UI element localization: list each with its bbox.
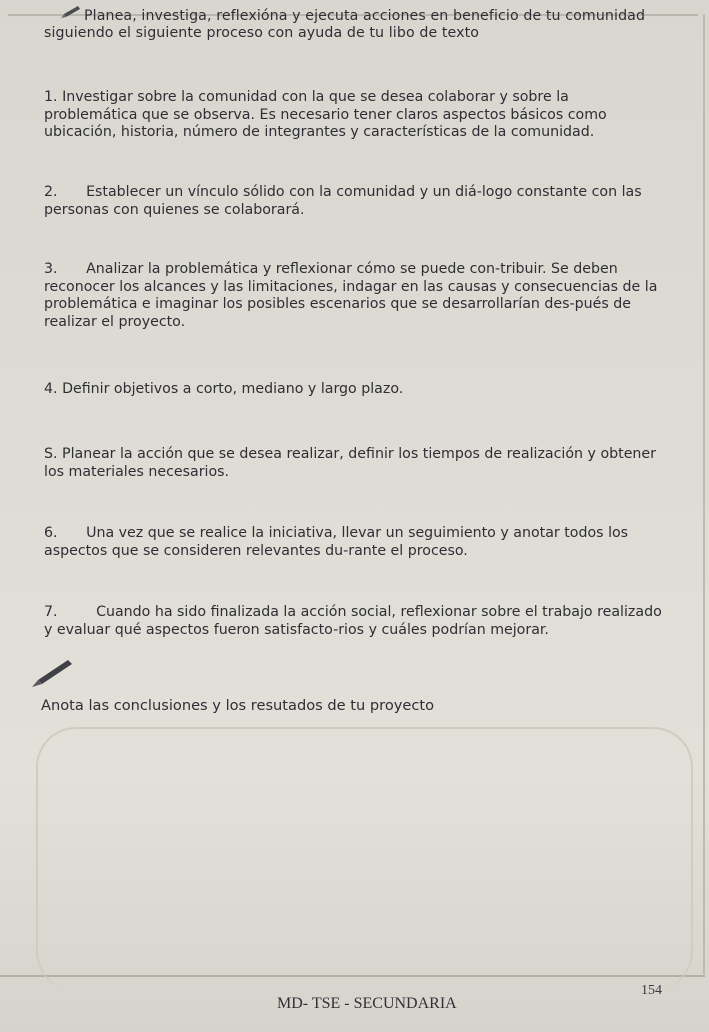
step-item-3 [44,261,664,331]
answer-box[interactable] [36,727,693,991]
step-item-4 [44,381,664,399]
right-rule [703,14,705,974]
footer-label: MD- TSE - SECUNDARIA [277,995,457,1012]
step-number: 1. [44,89,58,105]
step-item-5 [44,446,664,481]
step-text: Definir objetivos a corto, mediano y largo plazo. [62,381,404,397]
step-text: Analizar la problemática y reflexionar cómo se puede con-tribuir. Se deben reconocer los alcances y las limitaciones, indagar en las causas y consecuencias de la problemática e imaginar los posibles escenarios que se desarrollarían des-pués de realizar el proyecto. [44,261,658,330]
intro-line-2: siguiendo el siguiente proceso con ayuda de tu libo de texto [44,25,480,41]
instructions-intro [44,8,664,42]
step-number: 4. [44,381,58,397]
step-text: Investigar sobre la comunidad con la que se desea colaborar y sobre la problemática que se observa. Es necesario tener claros aspectos básicos como ubicación, historia, número de integrantes y características de la comunidad. [44,89,607,140]
page-number: 154 [641,983,662,998]
step-item-1 [44,89,664,142]
intro-line-1: Planea, investiga, reflexióna y ejecuta acciones en beneficio de tu comunidad [84,8,646,24]
step-text: Una vez que se realice la iniciativa, llevar un seguimiento y anotar todos los aspectos que se consideren relevantes du-rante el proceso. [44,525,629,559]
step-item-7 [44,604,664,639]
step-number: 3. [44,261,58,277]
step-number: 6. [44,525,58,541]
step-item-2 [44,184,664,219]
pencil-icon [24,656,78,690]
step-text: Cuando ha sido finalizada la acción social, reflexionar sobre el trabajo realizado y evaluar qué aspectos fueron satisfacto-rios y cuáles podrían mejorar. [44,604,662,638]
step-item-6 [44,525,664,560]
step-number: 7. [44,604,58,620]
step-number: S. [44,446,58,462]
step-text: Planear la acción que se desea realizar, definir los tiempos de realización y obtener los materiales necesarios. [44,446,656,480]
step-text: Establecer un vínculo sólido con la comunidad y un diá-logo constante con las personas con quienes se colaborará. [44,184,642,218]
step-number: 2. [44,184,58,200]
conclusion-prompt: Anota las conclusiones y los resutados de tu proyecto [41,697,435,714]
